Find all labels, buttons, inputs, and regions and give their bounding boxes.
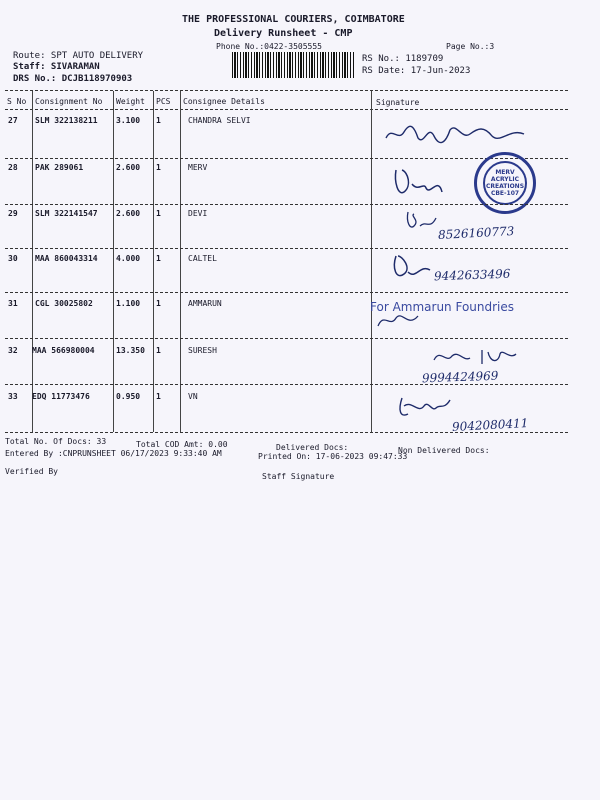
col-divider (32, 91, 33, 432)
document-title: Delivery Runsheet - CMP (214, 28, 353, 39)
col-header-consignment: Consignment No (35, 97, 103, 106)
row-consignment: SLM 322138211 (35, 116, 98, 125)
staff-signature: Staff Signature (262, 472, 335, 481)
row-consignee: VN (188, 392, 198, 401)
row-divider (5, 204, 568, 205)
col-divider (371, 91, 372, 432)
col-header-sno: S No (7, 97, 27, 106)
total-cod: Total COD Amt: 0.00 (136, 440, 228, 449)
company-name: THE PROFESSIONAL COURIERS, COIMBATORE (182, 14, 405, 25)
signature-scribble (430, 346, 520, 368)
row-sno: 32 (8, 346, 18, 355)
row-divider (5, 292, 568, 293)
row-pcs: 1 (156, 346, 161, 355)
row-weight: 2.600 (116, 163, 141, 172)
drs-number: DRS No.: DCJB118970903 (13, 74, 133, 84)
signature-scribble (390, 250, 434, 286)
row-pcs: 1 (156, 209, 161, 218)
table-bottom-divider (5, 432, 568, 433)
handwritten-phone: 9042080411 (451, 416, 529, 434)
company-stamp-text: For Ammarun Foundries (370, 300, 515, 314)
delivered-docs: Delivered Docs: (276, 443, 349, 452)
row-pcs: 1 (156, 299, 161, 308)
row-divider (5, 248, 568, 249)
row-consignment: MAA 566980004 (32, 346, 95, 355)
row-sno: 33 (8, 392, 18, 401)
printed-on: Printed On: 17-06-2023 09:47:33 (258, 452, 408, 461)
col-divider (153, 91, 154, 432)
phone-number: Phone No.:0422-3505555 (216, 42, 322, 51)
total-docs: Total No. Of Docs: 33 (5, 437, 107, 446)
row-weight: 0.950 (116, 392, 141, 401)
row-weight: 13.350 (116, 346, 145, 355)
row-consignee: AMMARUN (188, 299, 222, 308)
signature-scribble (384, 120, 534, 150)
entered-by: Entered By :CNPRUNSHEET 06/17/2023 9:33:40 AM (5, 449, 222, 458)
row-sno: 28 (8, 163, 18, 172)
rs-date: RS Date: 17-Jun-2023 (362, 66, 471, 76)
rs-number: RS No.: 1189709 (362, 54, 444, 64)
handwritten-phone: 9994424969 (421, 368, 499, 386)
row-consignee: CALTEL (188, 254, 217, 263)
row-consignment: EDQ 11773476 (32, 392, 90, 401)
row-weight: 2.600 (116, 209, 141, 218)
row-pcs: 1 (156, 392, 161, 401)
row-sno: 27 (8, 116, 18, 125)
row-sno: 31 (8, 299, 18, 308)
col-divider (180, 91, 181, 432)
row-pcs: 1 (156, 116, 161, 125)
row-consignment: MAA 860043314 (35, 254, 98, 263)
row-sno: 29 (8, 209, 18, 218)
col-header-consignee: Consignee Details (183, 97, 265, 106)
col-header-pcs: PCS (156, 97, 171, 106)
signature-scribble (396, 394, 456, 422)
row-divider (5, 384, 568, 385)
verified-by: Verified By (5, 467, 58, 476)
header-bottom-divider (5, 109, 568, 110)
row-consignment: SLM 322141547 (35, 209, 98, 218)
row-pcs: 1 (156, 254, 161, 263)
row-consignment: CGL 30025802 (35, 299, 93, 308)
row-weight: 3.100 (116, 116, 141, 125)
col-divider (113, 91, 114, 432)
row-consignee: SURESH (188, 346, 217, 355)
row-divider (5, 338, 568, 339)
stamp-text: MERV ACRYLIC CREATIONS CBE-107 (483, 161, 527, 205)
row-consignment: PAK 289061 (35, 163, 84, 172)
route: Route: SPT AUTO DELIVERY (13, 51, 144, 61)
table-top-divider (5, 90, 568, 91)
barcode (232, 52, 354, 78)
page-number: Page No.:3 (446, 42, 495, 51)
col-header-signature: Signature (376, 98, 420, 107)
row-consignee: CHANDRA SELVI (188, 116, 251, 125)
row-consignee: MERV (188, 163, 208, 172)
staff: Staff: SIVARAMAN (13, 62, 100, 72)
row-pcs: 1 (156, 163, 161, 172)
row-consignee: DEVI (188, 209, 208, 218)
col-header-weight: Weight (116, 97, 145, 106)
signature-scribble (374, 308, 424, 332)
row-weight: 1.100 (116, 299, 141, 308)
row-sno: 30 (8, 254, 18, 263)
handwritten-phone: 8526160773 (437, 224, 515, 242)
handwritten-phone: 9442633496 (433, 266, 511, 284)
row-weight: 4.000 (116, 254, 141, 263)
non-delivered-docs: Non Delivered Docs: (398, 446, 490, 455)
signature-scribble (390, 162, 470, 202)
